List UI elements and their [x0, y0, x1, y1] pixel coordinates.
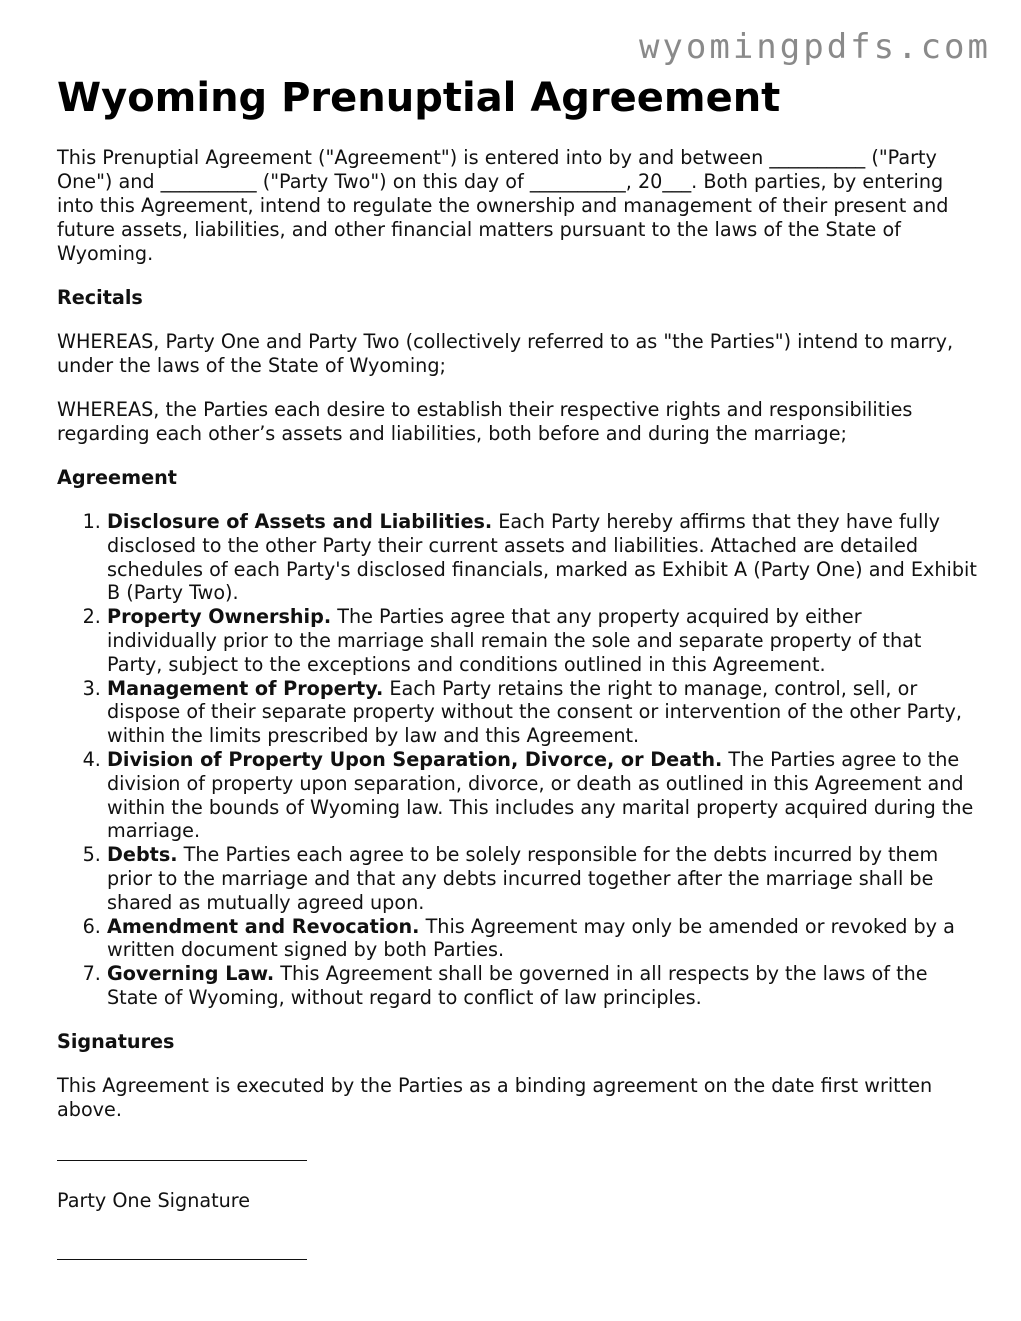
agreement-item-division [107, 748, 977, 843]
recitals-heading: Recitals [57, 286, 143, 309]
signatures-heading: Signatures [57, 1029, 175, 1053]
agreement-item-text: The Parties agree to the division of property upon separation, divorce, or death as outlined in this Agreement and within the bounds of Wyoming law. This includes any marital property acquired during the marriage. [107, 747, 974, 843]
agreement-item-disclosure [107, 510, 977, 605]
watermark: wyomingpdfs.com [638, 27, 991, 67]
agreement-item-text: This Agreement shall be governed in all respects by the laws of the State of Wyoming, without regard to conflict of law principles. [107, 962, 928, 1009]
document-page [57, 76, 977, 1260]
agreement-item-text: The Parties agree that any property acquired by either individually prior to the marriage shall remain the sole and separate property of that Party, subject to the exceptions and conditions outlined in this Agreement. [107, 605, 922, 676]
document-title: Wyoming Prenuptial Agreement [57, 75, 781, 121]
agreement-item-text: The Parties each agree to be solely responsible for the debts incurred by them prior to the marriage and that any debts incurred together after the marriage shall be shared as mutually agreed upon. [107, 843, 939, 914]
agreement-item-term: Governing Law. [107, 962, 275, 986]
agreement-item-term: Division of Property Upon Separation, Divorce, or Death. [107, 747, 723, 771]
party-one-signature-label: Party One Signature [57, 1188, 251, 1212]
agreement-item-text: Each Party hereby affirms that they have fully disclosed to the other Party their current assets and liabilities. Attached are detailed schedules of each Party's disclosed financials, marked as Exhibit A (Party One) and Exhibit B (Party Two). [107, 510, 977, 605]
intro-paragraph: This Prenuptial Agreement ("Agreement") is entered into by and between __________ ("Party One") and __________ ("Party Two") on this day of __________, 20___. Both parties, by entering into this Agreement, intend to regulate the ownership and management of their present and future assets, liabilities, and other financial matters pursuant to the laws of the State of Wyoming. [57, 146, 949, 265]
party-one-signature-line[interactable] [57, 1160, 307, 1161]
agreement-heading: Agreement [57, 466, 177, 489]
agreement-item-management [107, 677, 977, 748]
agreement-item-debts [107, 843, 977, 914]
agreement-item-governing-law [107, 962, 977, 1010]
party-two-signature-line[interactable] [57, 1259, 307, 1260]
agreement-item-property-ownership [107, 605, 977, 676]
agreement-item-term: Property Ownership. [107, 605, 332, 629]
agreement-item-text: Each Party retains the right to manage, control, sell, or dispose of their separate property without the consent or intervention of the other Party, within the limits prescribed by law and this Agreement. [107, 676, 962, 748]
agreement-item-text: This Agreement may only be amended or revoked by a written document signed by both Parties. [107, 914, 955, 962]
agreement-list [57, 510, 977, 1010]
agreement-item-amendment [107, 915, 977, 963]
agreement-item-term: Disclosure of Assets and Liabilities. [107, 510, 493, 533]
recital-paragraph-2: WHEREAS, the Parties each desire to establish their respective rights and responsibilities regarding each other’s assets and liabilities, both before and during the marriage; [57, 398, 913, 445]
agreement-item-term: Amendment and Revocation. [107, 914, 420, 938]
agreement-item-term: Debts. [107, 843, 178, 867]
signatures-paragraph: This Agreement is executed by the Parties as a binding agreement on the date first written above. [57, 1073, 933, 1121]
recital-paragraph-1: WHEREAS, Party One and Party Two (collectively referred to as "the Parties") intend to marry, under the laws of the State of Wyoming; [57, 330, 954, 377]
agreement-item-term: Management of Property. [107, 676, 384, 700]
